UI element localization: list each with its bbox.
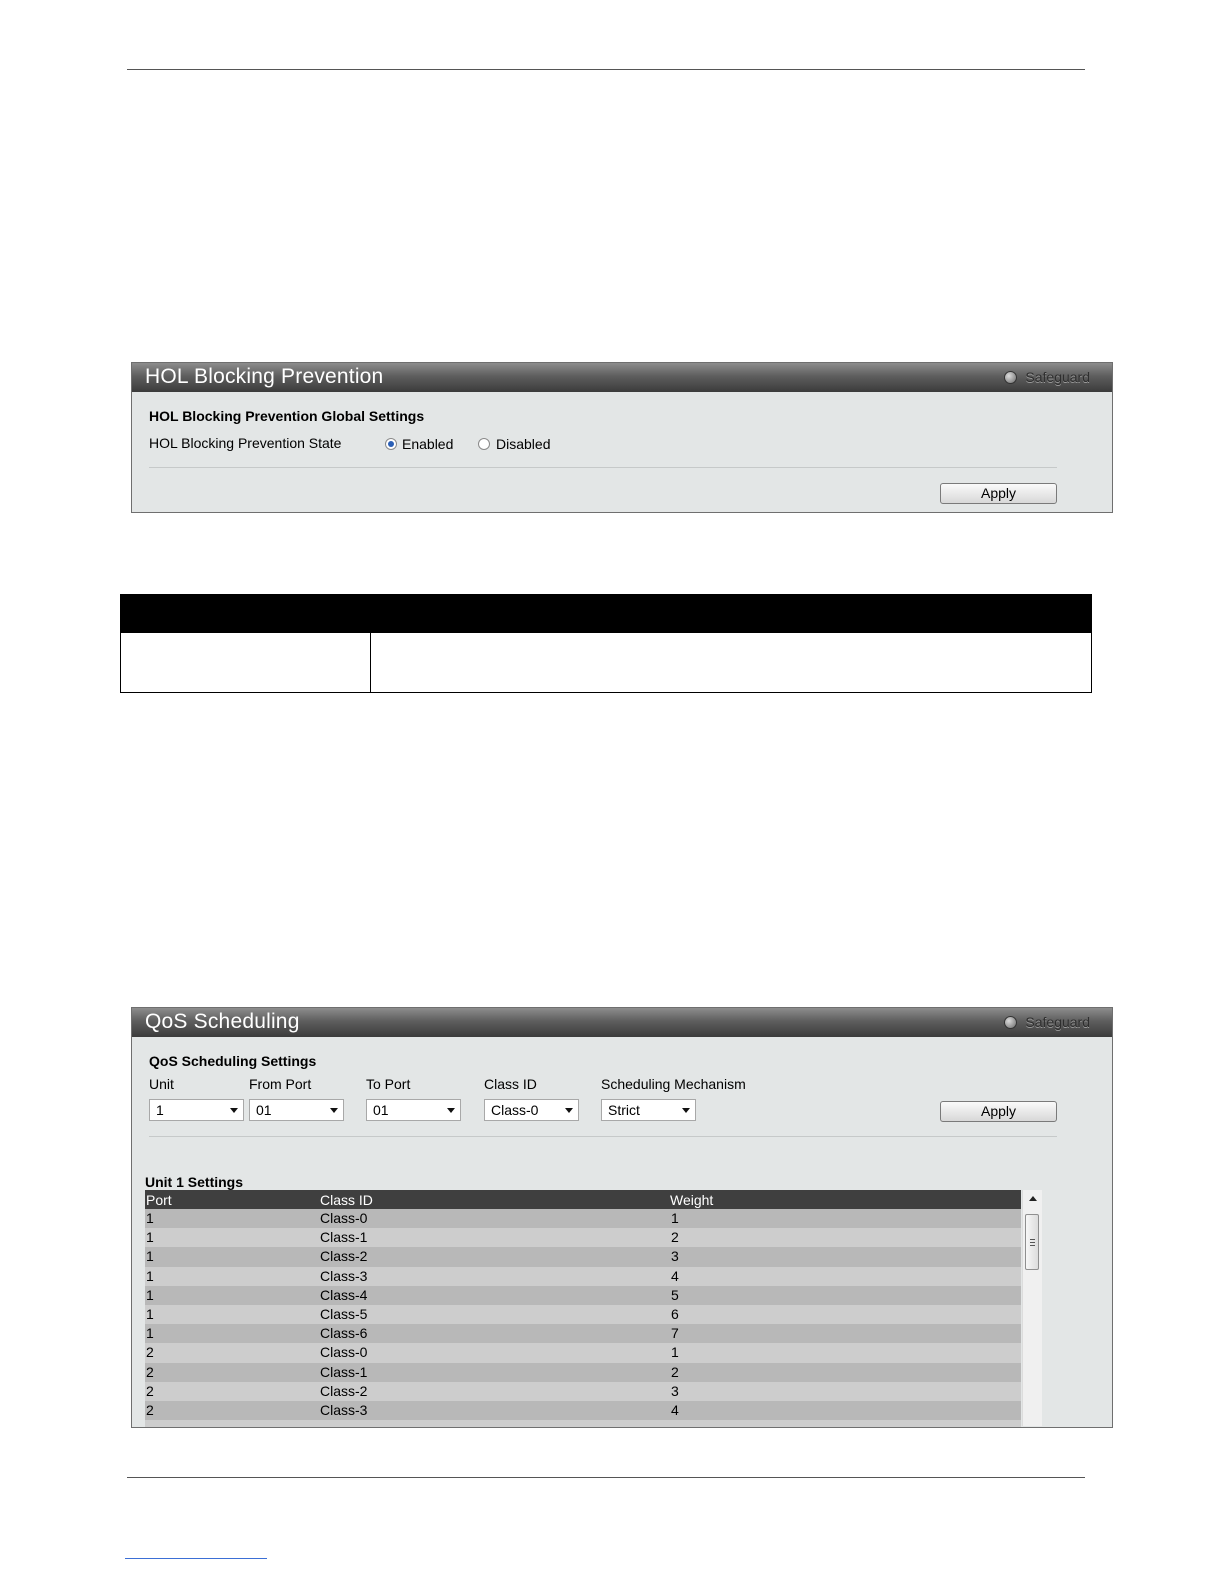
table-row [145,1363,1021,1382]
safeguard-label: Safeguard [1025,1014,1090,1030]
unit-select[interactable] [149,1099,244,1121]
from-port-select[interactable] [249,1099,344,1121]
table-row [145,1324,1021,1343]
radio-enabled[interactable] [385,438,397,450]
cell-weight: 7 [671,1325,679,1342]
cell-class-id: Class-0 [320,1210,368,1226]
table-row [145,1267,1021,1286]
column-header-port: Port [146,1192,172,1208]
grip-line [1030,1239,1035,1240]
hol-state-label: HOL Blocking Prevention State [149,435,342,451]
description-table-header [120,594,1092,633]
description-table [120,594,1092,693]
cell-port: 2 [146,1344,154,1361]
unit-label: Unit [149,1076,174,1092]
cell-port: 1 [146,1286,154,1303]
table-row [145,1305,1021,1324]
header-rule [127,69,1085,70]
chevron-down-icon [330,1108,338,1113]
qos-panel-title: QoS Scheduling [145,1010,300,1033]
table-header [145,1190,1021,1209]
qos-divider [149,1136,1057,1137]
hol-apply-button[interactable]: Apply [940,483,1057,504]
chevron-down-icon [565,1108,573,1113]
cell-port: 2 [146,1382,154,1399]
hol-blocking-panel [131,362,1113,513]
class-id-label: Class ID [484,1076,537,1092]
cell-weight: 1 [671,1344,679,1361]
scheduling-mechanism-select[interactable] [601,1099,696,1121]
chevron-down-icon [447,1108,455,1113]
cell-class-id: Class-3 [320,1401,368,1418]
grip-line [1030,1242,1035,1243]
hol-section-title: HOL Blocking Prevention Global Settings [149,408,425,424]
radio-disabled-label[interactable]: Disabled [496,436,551,452]
radio-enabled-label[interactable]: Enabled [402,436,454,452]
cell-weight: 6 [671,1305,679,1322]
cell-weight: 4 [671,1267,679,1284]
qos-section-title: QoS Scheduling Settings [149,1053,317,1069]
cell-port: 2 [146,1363,154,1380]
cell-class-id: Class-1 [320,1229,368,1246]
from-port-select-value: 01 [256,1102,272,1118]
safeguard-icon [1004,1016,1017,1029]
footer-link-underline[interactable] [125,1558,267,1559]
class-id-select-value: Class-0 [491,1102,539,1118]
safeguard-indicator [1004,369,1090,385]
qos-settings-table [145,1190,1021,1428]
scheduling-mechanism-select-value: Strict [608,1102,640,1118]
radio-disabled[interactable] [478,438,490,450]
cell-class-id: Class-6 [320,1325,368,1342]
cell-weight: 3 [671,1382,679,1399]
table-row [145,1209,1021,1228]
cell-port: 1 [146,1229,154,1246]
safeguard-icon [1004,371,1017,384]
cell-class-id: Class-5 [320,1305,368,1322]
cell-weight: 3 [671,1248,679,1265]
cell-class-id: Class-4 [320,1286,368,1303]
cell-weight: 5 [671,1286,679,1303]
table-row [145,1228,1021,1247]
cell-port: 1 [146,1248,154,1265]
cell-port: 1 [146,1210,154,1226]
cell-class-id: Class-0 [320,1344,368,1361]
footer-rule [127,1477,1085,1478]
hol-divider [149,467,1057,468]
cell-weight: 1 [671,1210,679,1226]
table-row [145,1401,1021,1420]
to-port-select-value: 01 [373,1102,389,1118]
qos-scheduling-panel [131,1007,1113,1428]
cell-class-id: Class-1 [320,1363,368,1380]
hol-panel-title: HOL Blocking Prevention [145,365,384,388]
hol-panel-titlebar [132,363,1112,392]
qos-panel-titlebar [132,1008,1112,1037]
scroll-up-arrow-icon[interactable] [1029,1196,1037,1201]
cell-class-id: Class-2 [320,1382,368,1399]
table-scrollbar[interactable] [1022,1190,1042,1426]
table-row [145,1343,1021,1362]
description-table-divider [370,633,371,692]
qos-apply-button[interactable]: Apply [940,1101,1057,1122]
cell-weight: 4 [671,1401,679,1418]
class-id-select[interactable] [484,1099,579,1121]
grip-line [1030,1245,1035,1246]
column-header-weight: Weight [670,1192,714,1208]
scroll-thumb[interactable] [1025,1214,1039,1270]
safeguard-indicator [1004,1014,1090,1030]
cell-port: 1 [146,1305,154,1322]
from-port-label: From Port [249,1076,312,1092]
to-port-select[interactable] [366,1099,461,1121]
scheduling-mechanism-label: Scheduling Mechanism [601,1076,746,1092]
chevron-down-icon [230,1108,238,1113]
unit-settings-title: Unit 1 Settings [145,1174,244,1190]
cell-port: 1 [146,1325,154,1342]
safeguard-label: Safeguard [1025,369,1090,385]
cell-port: 2 [146,1401,154,1418]
cell-class-id: Class-3 [320,1267,368,1284]
chevron-down-icon [682,1108,690,1113]
table-row [145,1382,1021,1401]
table-row [145,1247,1021,1266]
cell-weight: 2 [671,1363,679,1380]
cell-weight: 2 [671,1229,679,1246]
cell-port: 1 [146,1267,154,1284]
table-row-partial [145,1420,1021,1428]
table-row [145,1286,1021,1305]
to-port-label: To Port [366,1076,411,1092]
cell-class-id: Class-2 [320,1248,368,1265]
description-table-row [120,633,1092,693]
column-header-class-id: Class ID [320,1192,373,1208]
unit-select-value: 1 [156,1102,164,1118]
